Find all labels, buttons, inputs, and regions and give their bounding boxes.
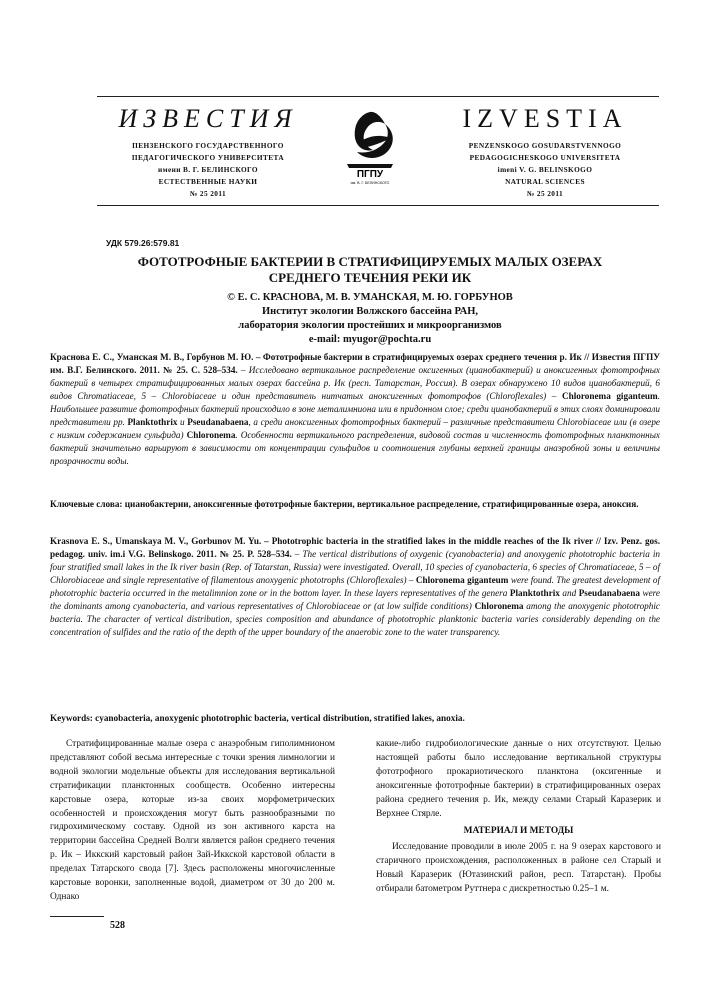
abstract-text: were found. The greatest development of phototrophic bacteria occurred in the metalimnion zone or in the bottom layer. In these layers representatives of the genera xyxy=(50,575,660,598)
university-logo xyxy=(339,108,401,186)
masthead-line: PEDAGOGICHESKOGO UNIVERSITETA xyxy=(469,153,621,162)
abstract-russian xyxy=(50,351,660,468)
abstract-citation: Krasnova E. S., Umanskaya M. V., Gorbunov M. Yu. – Phototrophic bacteria in the stratified lakes in the middle reaches of the Ik river // Izv. Penz. gos. pedagog. univ. im.i V.G. Belinskogo. 2011. № 25. P. 528–534. xyxy=(50,536,660,559)
journal-title-en: IZVESTIA xyxy=(462,104,628,133)
article-title-line: СРЕДНЕГО ТЕЧЕНИЯ РЕКИ ИК xyxy=(268,270,472,285)
masthead-line: имени В. Г. БЕЛИНСКОГО xyxy=(157,165,258,174)
udk-code: УДК 579.26:579.81 xyxy=(106,238,180,248)
abstract-text: . Наибольшее развитие фототрофных бактерий происходило в зоне металимниона или в придонном слое; среди цианобактерий в этих слоях доминировали представители рр. xyxy=(50,391,660,427)
abstract-text: among the anoxygenic phototrophic bacteria. The character of vertical distribution, species composition and abundance of phototrophic planktonic bacteria varies considerably depending on the concentration of sulfides and the ratio of the depth of the upper boundary of the anaerobic zone to the water transparency. xyxy=(50,601,660,637)
masthead-russian xyxy=(83,104,333,200)
article-title-line: ФОТОТРОФНЫЕ БАКТЕРИИ В СТРАТИФИЦИРУЕМЫХ МАЛЫХ ОЗЕРАХ xyxy=(137,254,603,269)
article-authors: © Е. С. КРАСНОВА, М. В. УМАНСКАЯ, М. Ю. ГОРБУНОВ xyxy=(227,292,513,303)
abstract-text: – Исследовано вертикальное распределение оксигенных (цианобактерий) и аноксигенных фототрофных бактерий в четырех стратифицированных малых озерах бассейна р. Ик (респ. Татарстан, Россия). В озерах обнаружено 10 видов цианобактерий, 6 видов Chromatiaceae, 5 – Chlorobiaceae и один представитель нитчатых аноксигенных фототрофов (Chloroflexales) – xyxy=(50,365,661,401)
logo-subtitle: им. В. Г. БЕЛИНСКОГО xyxy=(350,181,390,185)
masthead-line: PENZENSKOGO GOSUDARSTVENNOGO xyxy=(468,141,622,150)
body-paragraph: Стратифицированные малые озера с анаэробным гиполимнионом представляют собой весьма интересные с точки зрения лимнологии и водной экологии модельные объекты для исследования вертикальной стратификации планктонных сообществ. Особенно интересны карстовые озера, которые из-за своих морфометрических особенностей и происхождения могут быть разнообразными по гидрохимическому составу. Одной из зон активного карста на территории бассейна Средней Волги является район среднего течения р. Ик – Иккский карстовый район Зай-Иккской карстовой области в пределах Татарского свода [7]. Здесь расположены многочисленные карстовые воронки, заполненные водой, диаметром от 30 до 200 м. Однако xyxy=(50,739,335,902)
abstract-english xyxy=(50,535,660,639)
article-title xyxy=(100,254,640,286)
genus-name: Pseudanabaena xyxy=(187,417,249,427)
masthead-line: № 25 2011 xyxy=(189,189,227,198)
abstract-text: and xyxy=(559,588,579,598)
body-column-left xyxy=(50,738,335,905)
section-heading: МАТЕРИАЛ И МЕТОДЫ xyxy=(463,826,574,837)
journal-title-ru: ИЗВЕСТИЯ xyxy=(118,104,298,133)
abstract-text: и xyxy=(177,417,188,427)
genus-name: Chloronema giganteum xyxy=(415,575,509,585)
body-paragraph: какие-либо гидробиологические данные о них отсутствуют. Целью настоящей работы было исследование вертикальной структуры фототрофного прокариотического планктона (оксигенные и аноксигенные фототрофные бактерии) в стратифицированных озерах района среднего течения р. Ик, между селами Старый Каразерик и Верхнее Стярле. xyxy=(376,739,661,819)
masthead-line: ПЕНЗЕНСКОГО ГОСУДАРСТВЕННОГО xyxy=(132,141,284,150)
masthead-line: NATURAL SCIENCES xyxy=(505,177,585,186)
masthead-latin xyxy=(420,104,670,200)
abstract-text: – The vertical distributions of oxygenic (cyanobacteria) and anoxygenic phototrophic bacteria in four stratified small lakes in the Ik river basin (Rep. of Tatarstan, Russia) were investigated. Overall, 10 species of cyanobacteria, 6 species of Chromatiaceae, 5 – of Chlorobiaceae and single representative of filamentous anoxygenic phototrophs (Chloroflexales) – xyxy=(50,549,660,585)
abstract-text: were the dominants among cyanobacteria, and various representatives of Chlorobiaceae or (at low sulfide conditions) xyxy=(50,588,660,611)
genus-name: Chloronema xyxy=(186,430,236,440)
affiliation-line: лаборатория экологии простейших и микроорганизмов xyxy=(238,320,502,331)
header-top-rule xyxy=(97,96,659,97)
masthead-line: ЕСТЕСТВЕННЫЕ НАУКИ xyxy=(158,177,258,186)
page-number: 528 xyxy=(110,920,125,931)
header-bottom-rule xyxy=(97,205,659,206)
footer-rule xyxy=(50,916,104,917)
masthead-line: imeni V. G. BELINSKOGO xyxy=(497,165,593,174)
masthead-line: ПЕДАГОГИЧЕСКОГО УНИВЕРСИТЕТА xyxy=(131,153,285,162)
genus-name: Chloronema xyxy=(474,601,524,611)
genus-name: Planktothrix xyxy=(509,588,560,598)
keywords-english: Keywords: cyanobacteria, anoxygenic phototrophic bacteria, vertical distribution, stratified lakes, anoxia. xyxy=(50,713,465,723)
genus-name: Planktothrix xyxy=(127,417,178,427)
author-affiliation xyxy=(100,305,640,347)
abstract-text: . Особенности вертикального распределения, видовой состав и численность фототрофных планктонных бактерий значительно варьируют в зависимости от концентрации сульфидов и соотношения глубины верхней границы анаэробной зоны и величины прозрачности воды. xyxy=(50,430,660,466)
logo-abbr: ПГПУ xyxy=(356,169,384,180)
masthead-line: № 25 2011 xyxy=(526,189,564,198)
swan-emblem-icon xyxy=(347,112,393,168)
keywords-russian: Ключевые слова: цианобактерии, аноксигенные фототрофные бактерии, вертикальное распределение, стратифицированные озера, аноксия. xyxy=(50,499,639,509)
genus-name: Chloronema giganteum xyxy=(561,391,658,401)
abstract-citation: Краснова Е. С., Уманская М. В., Горбунов М. Ю. – Фототрофные бактерии в стратифицируемых озерах среднего течения р. Ик // Известия ПГПУ им. В.Г. Белинского. 2011. № 25. С. 528–534. xyxy=(50,352,660,375)
author-email: e-mail: myugor@pochta.ru xyxy=(308,334,432,345)
abstract-text: , а среди аноксигенных фототрофных бактерий – различные представители Chlorobiaceae или (в озере с низким содержанием сульфида) xyxy=(50,417,660,440)
genus-name: Pseudanabaena xyxy=(578,588,640,598)
body-column-right xyxy=(376,738,661,897)
affiliation-line: Институт экологии Волжского бассейна РАН, xyxy=(262,306,478,317)
body-paragraph: Исследование проводили в июле 2005 г. на 9 озерах карстового и старичного происхождения, расположенных в районе сел Старый и Новый Каразерик (Ютазинский район, респ. Татарстан). Пробы отбирали батометром Руттнера с дискретностью 0.25–1 м. xyxy=(376,842,661,895)
